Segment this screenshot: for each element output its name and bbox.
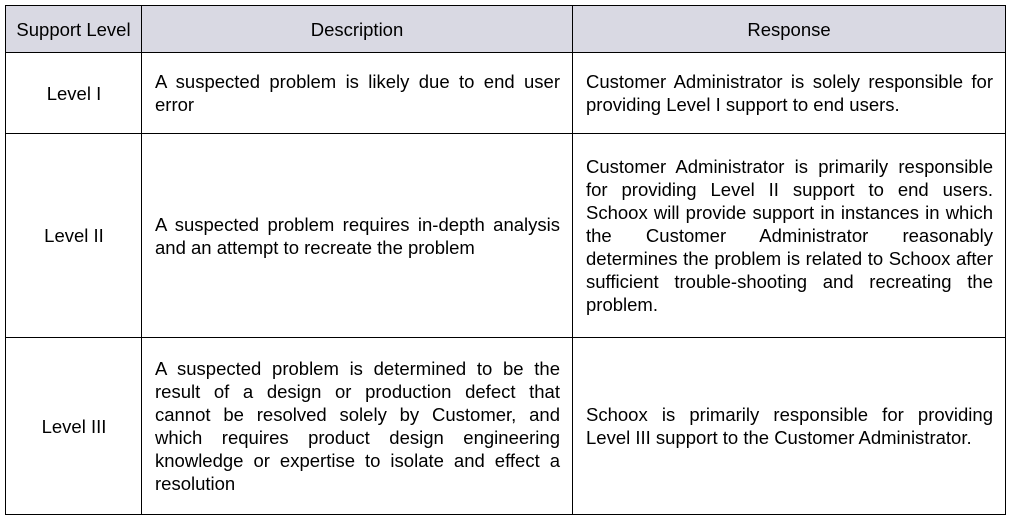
description-cell: A suspected problem is determined to be the result of a design or production defect that cannot be resolved solely by Customer, and which requires product design engineering knowledge or expertise to isolate and effect a resolution xyxy=(142,338,573,515)
header-description: Description xyxy=(142,6,573,53)
table-row xyxy=(6,53,1006,134)
response-cell: Schoox is primarily responsible for providing Level III support to the Customer Administrator. xyxy=(573,338,1006,515)
response-cell: Customer Administrator is solely responsible for providing Level I support to end users. xyxy=(573,53,1006,134)
table-row xyxy=(6,338,1006,515)
support-level-table xyxy=(5,5,1006,515)
level-cell: Level II xyxy=(6,134,142,338)
header-response: Response xyxy=(573,6,1006,53)
table-header-row xyxy=(6,6,1006,53)
table-row xyxy=(6,134,1006,338)
description-cell: A suspected problem requires in-depth analysis and an attempt to recreate the problem xyxy=(142,134,573,338)
level-cell: Level III xyxy=(6,338,142,515)
response-cell: Customer Administrator is primarily responsible for providing Level II support to end users. Schoox will provide support in instances in which the Customer Administrator reasonably determines the problem is related to Schoox after sufficient trouble-shooting and recreating the problem. xyxy=(573,134,1006,338)
header-support-level: Support Level xyxy=(6,6,142,53)
level-cell: Level I xyxy=(6,53,142,134)
description-cell: A suspected problem is likely due to end user error xyxy=(142,53,573,134)
